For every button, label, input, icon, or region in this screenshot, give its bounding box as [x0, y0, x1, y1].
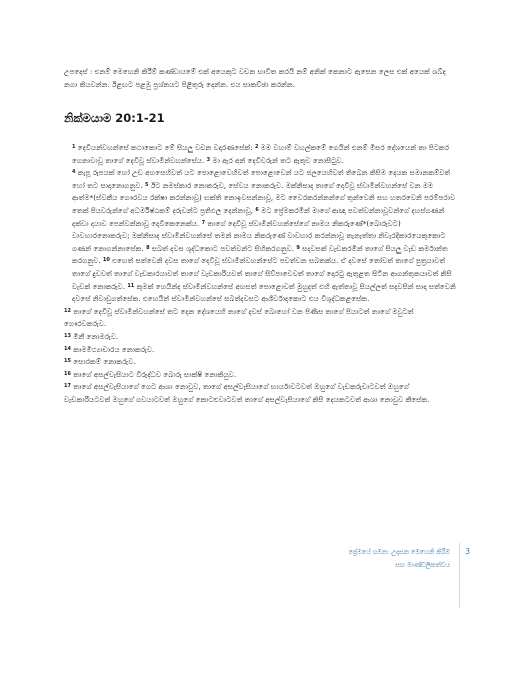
verse-text: මා ඇර අන් දෙවිවරුන් තට ඇතුව නොසිටුව. [212, 155, 344, 165]
verse-text: සොරකම් නොකරුව. [73, 357, 136, 367]
verse-text: තාගේ දෙවිවූ ස්වාමීන්වහන්සේගේ නාමය නිකරුණේ*(බොරුවට) වාවහාරනොකරුව; මක්නිසාද ස්වාමීන්වහන්සේ තමන් නාමය නිකරුණේ වාවහාර කරන්නාවූ තැනැත්තා නිවැරදිකාරයෙකුකොට ගණන් නොගන්නාසේක. [72, 218, 446, 253]
verse-text: එහෙත් සත්වෙනි දවස තාගේ දෙවිවූ ස්වාමීන්වහන්සේට පවත්වන සබතක්ය. ඒ දවසේ තෝවත් තාගේ පුත්‍රයාවත් තාගේ දුවවත් තාගේ වැඩකාරයාවත් තාගේ වැඩකාරියවත් තාගේ සිව්පාවෙවත් තාගේ දොරටු ඇතුළත සිටින ආගන්තුකයාවත් කිසි වැඩක් නොකරුව. [72, 256, 452, 291]
footer-title-line: ප්‍රේමයේ ගමන: උදාසන මෙහෙනි කිරීම [348, 548, 450, 556]
scripture-heading: නික්මයාම 20:1-21 [64, 111, 165, 125]
page-number: 3 [465, 547, 471, 556]
verse-number: 13 [64, 332, 71, 339]
verse-text: මිනී නොමරුව. [73, 331, 119, 341]
scripture-passage [64, 142, 456, 406]
footer-divider [459, 543, 460, 608]
verse-text: ඊට නමස්කාර නොකරුව, සේවය නොකරුව. මක්නිසාද තාගේ දෙවිවූ ස්වාමීන්වහන්සේ වන මම ආත්ම*(ස්වකීය ගෞරවය රක්ෂා කරන්නාවූ) භක්ති නොඉවසන්නාවූ, මට වෛරකරන්නන්ගේ තුන්වෙනි සහ හතරවෙනි පරම්පරාව තෙක් පියවරුන්ගේ අධර්මිෂ්ඨකම් දරුවන්ට ප්‍රතිඵල දෙන්නාවූ, [72, 180, 456, 215]
verse-number: 5 [145, 181, 149, 188]
verse-number: 11 [127, 282, 135, 289]
verse-text: සදවසක් වැඩකරමින් තාගේ සියලු වැඩ කර්මාන්ත කරගනුව. [72, 243, 448, 266]
verse-paragraph [64, 142, 456, 167]
verse-number: 9 [296, 244, 300, 251]
verse-number: 17 [64, 383, 71, 390]
verse-paragraph [64, 331, 456, 344]
verse-paragraph [64, 381, 456, 406]
verse-paragraph [64, 306, 456, 331]
verse-paragraph [64, 167, 456, 306]
verse-number: 2 [254, 144, 259, 150]
verse-paragraph [64, 344, 456, 357]
footer-title-line: සහ මාණ්ඩලිකත්වය [395, 561, 450, 569]
verse-number: 15 [64, 358, 71, 365]
footer-title [305, 546, 450, 572]
verse-text: සබත් දවස ශුද්ධකොට පවත්වන්ට සිහිකරගනුව. [151, 243, 295, 253]
verse-number: 12 [64, 307, 71, 314]
verse-number: 8 [146, 244, 150, 251]
verse-number: 3 [206, 156, 211, 163]
verse-number: 4 [72, 169, 76, 176]
verse-number: 6 [255, 206, 259, 213]
verse-number: 10 [102, 257, 110, 264]
verse-text: කැපූ රූපයක් හෝ උඩ අහසෙහිවත් යට පොළොවෙහිවත් පොළොවෙන් යට ජලයෙහිවත් තිබෙන කිසිම දෙයක සමානකම්වත් හෝ තට සාදානොගනුව. [72, 168, 451, 190]
instructions-paragraph: උපදෙස් : එනම් මෙහෙනි කිරීම් කණ්ඩායමේ එක් අයෙකුට වචන භාවිත කරයි නම් අනික් කෙනාට ඇසෙන ලෙස එක් අයෙක් ශබ්ද නගා කියවන්න. ඊළඟට පළමු ප්‍රශ්නයට පිළිතුරු දෙන්න. එය සාකච්ඡා කරන්න. [64, 67, 446, 89]
verse-number: 14 [64, 345, 71, 352]
verse-text: තාගේ දෙවිවූ ස්වාමීන්වහන්සේ තට දෙන දේශයෙහි තාගේ දවස් බොහෝ වන පිණිස තාගේ පියාටත් තාගේ මවුටත් ගෞරවකරුව. [64, 306, 414, 329]
verse-paragraph [64, 369, 456, 382]
verse-number: 7 [201, 219, 206, 226]
verse-number: 16 [64, 370, 71, 377]
verse-text: මට ප්‍රේමකරමින් මාගේ ආඥා පවත්වන්නාවූවන්ගේ දහස්ගණන් දක්වා දයාව පෙන්වන්නාවූ දෙවිකෙනෙක්ය. [72, 205, 445, 228]
verse-text: කාමමිථ්‍යාචාරය නොකරුව. [73, 344, 155, 354]
verse-number: 1 [72, 144, 76, 150]
verse-text: මම වහාම් වහල්කමේ ගෙයින් එනම් මිසර දේශයෙන් තා පිටකර ගෙනාවාවූ තාගේ දෙවිවූ ස්වාමීන්වහන්සේය. [72, 143, 450, 165]
verse-text: තාගේ අසල්වැසියාගේ ගෙට ආශා නොවුව, තාගේ අසල්වැසියාගේ භාර්යාවටවත් ඔහුගේ වැඩකරුවාටවත් ඔහුගේ වැඩකාරියටවත් ඔහුගේ ගවයාටවත් ඔහුගේ කොටළුවාටවත් තාගේ අසල්වැසියාගේ කිසි දෙයකටවත් ආශා නොවුව කීසේක. [64, 382, 430, 404]
verse-text: දෙවියන්වහන්සේ කථාකොට මේ සියලු වචන වදාරණසේක්: [77, 143, 253, 152]
verse-text: තාගේ අසල්වැසියාට විරුද්ධව බොරු සාක්ෂි නොකියුව. [73, 369, 237, 379]
verse-paragraph [64, 356, 456, 369]
verse-text: කුමක් හෙයින්ද ස්වාමීන්වහන්සේ අහසත් පොළොවත් මුහුදත් එහි ඇත්තාවූ සියල්ලත් සදවසින් සාදා සත්වෙනි දවසේ නිවාඩුගත්සේක. එහෙයින් ස්වාමීන්වහන්සේ සබත්දවසට ආශීර්වාදකොට එය විශුද්ධකළසේක. [72, 281, 456, 304]
